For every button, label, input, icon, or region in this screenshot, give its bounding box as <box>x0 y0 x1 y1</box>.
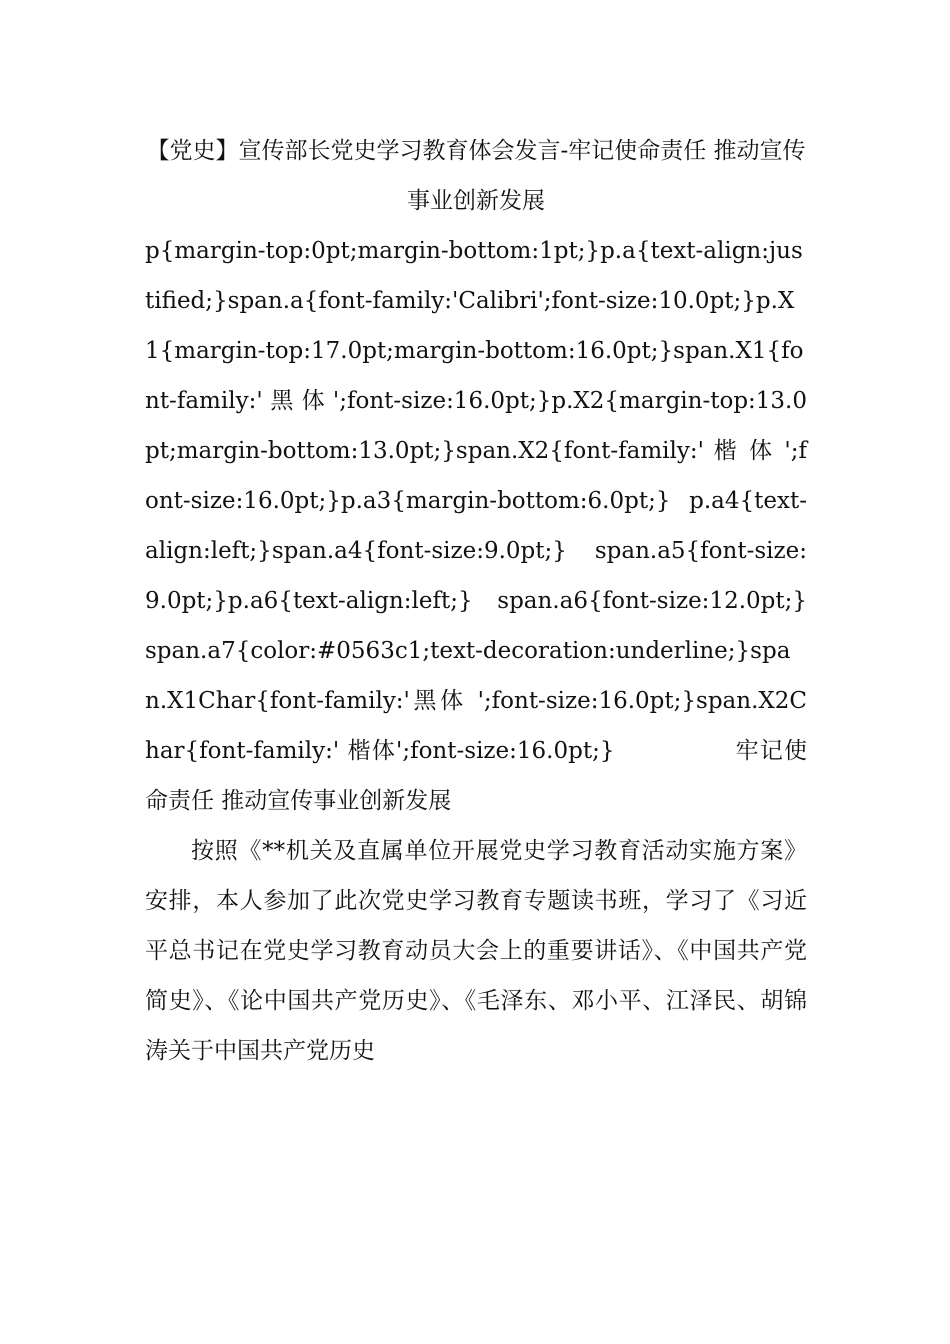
css-code-content: p{margin-top:0pt;margin-bottom:1pt;}p.a{text-align:justified;}span.a{font-family:'Calibri';font-size:10.0pt;}p.X1{margin-top:17.0pt;margin-bottom:16.0pt;}span.X1{font-family:' 黑 体 ';font-size:16.0pt;}p.X2{margin-top:13.0pt;margin-bottom:13.0pt;}span.X2{font-family:' 楷 体 ';font-size:16.0pt;}p.a3{margin-bottom:6.0pt;} p.a4{text-align:left;}span.a4{font-size:9.0pt;} span.a5{font-size:9.0pt;}p.a6{text-align:left;} span.a6{font-size:12.0pt;} span.a7{color:#0563c1;text-decoration:underline;}span.X1Char{font-family:'黑体 ';font-size:16.0pt;}span.X2Char{font-family:' 楷体';font-size:16.0pt;} <box>145 238 807 764</box>
css-code-text <box>145 226 807 826</box>
body-paragraph: 按照《**机关及直属单位开展党史学习教育活动实施方案》安排，本人参加了此次党史学习教育专题读书班，学习了《习近平总书记在党史学习教育动员大会上的重要讲话》、《中国共产党简史》、《论中国共产党历史》、《毛泽东、邓小平、江泽民、胡锦涛关于中国共产党历史 <box>145 838 807 1064</box>
document-title: 【党史】宣传部长党史学习教育体会发言-牢记使命责任 推动宣传事业创新发展 <box>146 138 806 214</box>
document-subtitle: 牢记使命责任 推动宣传事业创新发展 <box>145 738 808 814</box>
document-page <box>145 126 807 1076</box>
